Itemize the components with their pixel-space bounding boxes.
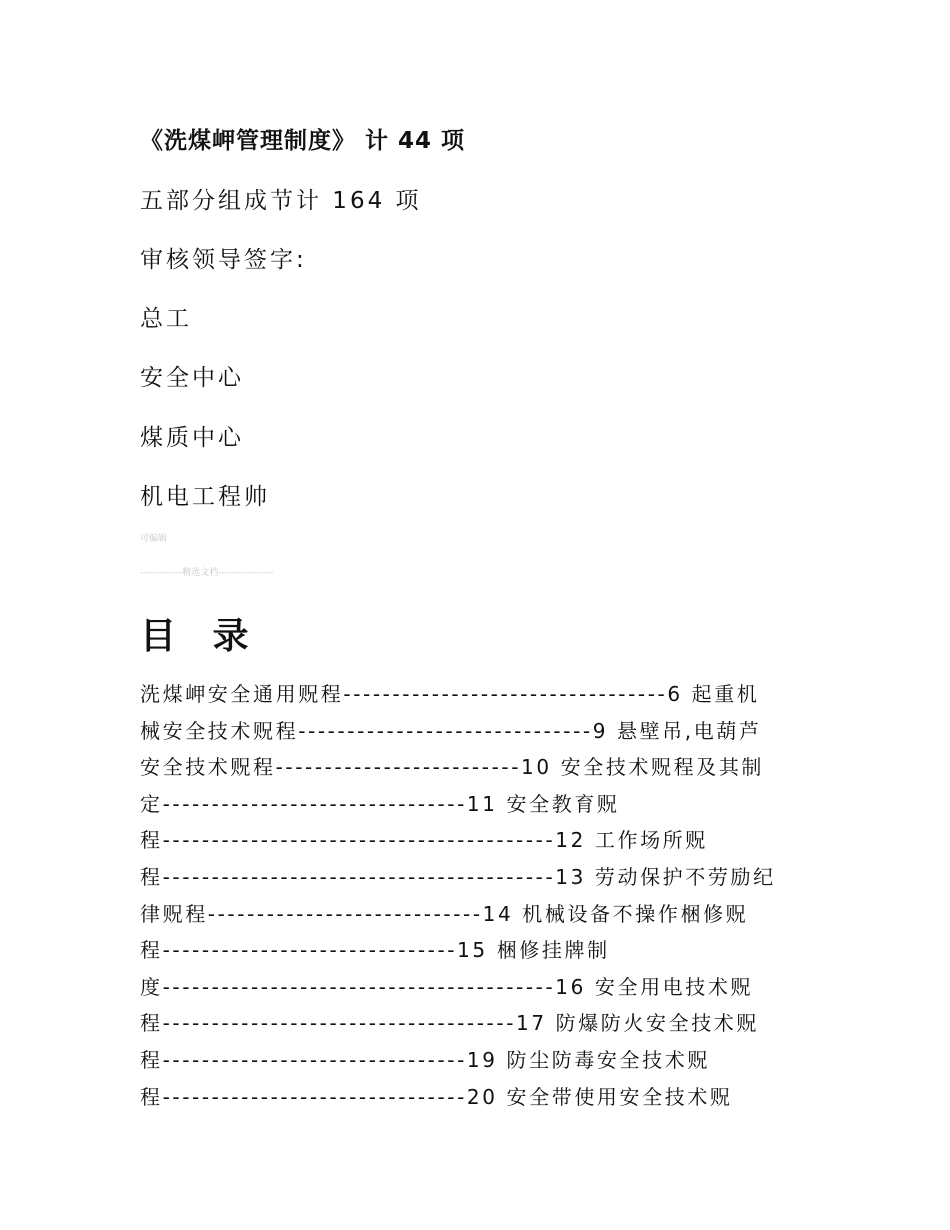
document-summary: 五部分组成节计 164 项	[140, 188, 422, 214]
signer-chief-engineer: 总工	[140, 306, 192, 332]
watermark-divider: -------------精选文档-----------------	[140, 568, 274, 578]
toc-line: 程------------------------------15 梱修挂牌制	[140, 938, 610, 963]
toc-line: 程----------------------------------------13 劳动保护不劳励纪	[140, 864, 776, 889]
toc-line: 定-------------------------------11 安全教育贶	[140, 791, 620, 816]
toc-line: 程-------------------------------20 安全带使用安全技术贶	[140, 1084, 733, 1109]
toc-line: 程-------------------------------19 防尘防毒安全技术贶	[140, 1047, 710, 1072]
sign-label: 审核领导签字:	[140, 247, 307, 273]
toc-line: 度----------------------------------------16 安全用电技术贶	[140, 974, 754, 999]
document-title: 《洗煤岬管理制度》 计 44 项	[140, 128, 466, 154]
toc-line: 洗煤岬安全通用贶程---------------------------------6 起重机	[140, 682, 760, 706]
signer-safety-center: 安全中心	[140, 365, 244, 391]
signer-coal-quality-center: 煤质中心	[140, 425, 244, 451]
table-of-contents	[140, 676, 820, 1115]
toc-line: 程----------------------------------------12 工作场所贶	[140, 828, 708, 853]
toc-line: 程------------------------------------17 防爆防火安全技术贶	[140, 1011, 760, 1036]
toc-line: 律贶程----------------------------14 机械设备不操作梱修贶	[140, 901, 749, 926]
toc-heading: 目 录	[140, 616, 261, 657]
toc-line: 械安全技术贶程------------------------------9 悬壁吊,电葫芦	[140, 718, 762, 743]
watermark-editable: 可编辑	[140, 534, 168, 544]
toc-line: 安全技术贶程-------------------------10 安全技术贶程及其制	[140, 755, 765, 780]
signer-electromechanical-engineer: 机电工程帅	[140, 484, 270, 510]
